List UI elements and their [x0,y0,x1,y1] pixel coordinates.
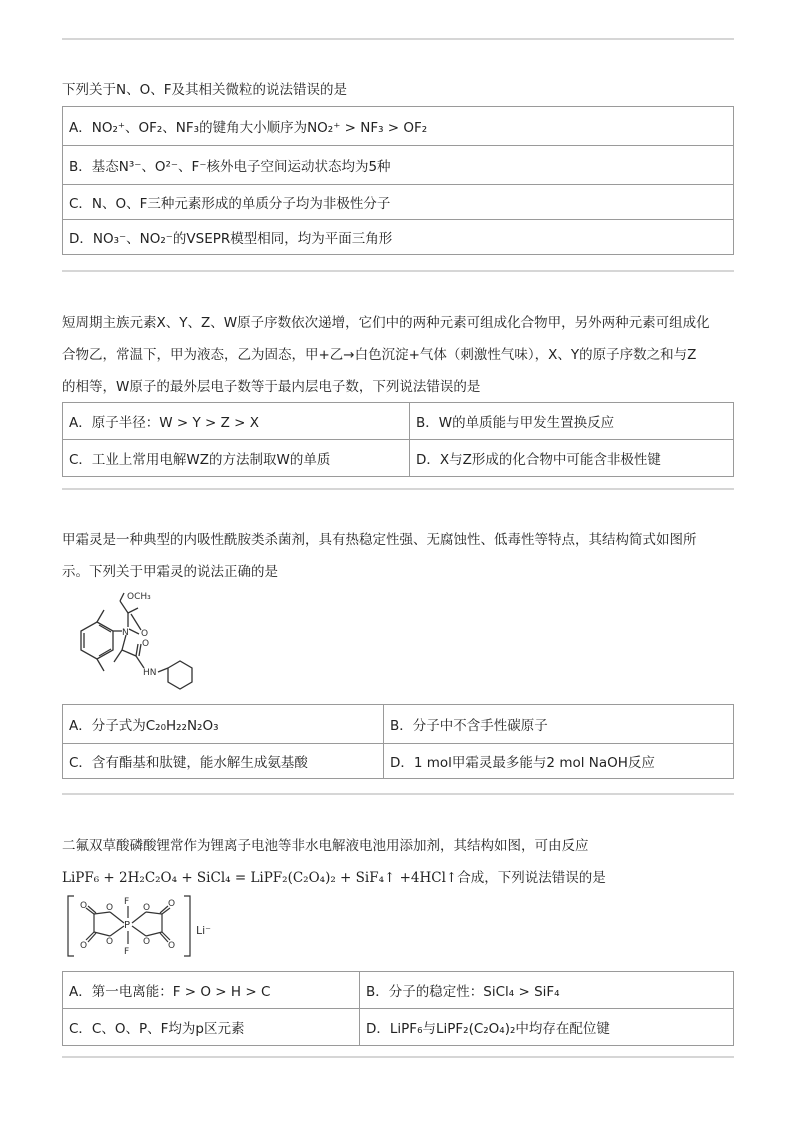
structure-label-hn: HN [143,668,157,678]
structure-label-li: Li⁻ [196,924,211,937]
q4-stem-line-1: 二氟双草酸磷酸锂常作为锂离子电池等非水电解液电池用添加剂，其结构如图，可由反应 [62,838,589,854]
structure-label-f-bottom: F [124,947,130,957]
q4-option-d[interactable]: D．LiPF₆与LiPF₂(C₂O₄)₂中均存在配位键 [360,1009,734,1046]
q2-option-c[interactable]: C．工业上常用电解WZ的方法制取W的单质 [63,440,410,477]
structure-label-n: N [122,628,129,638]
q4-stem-line-2-suffix: 合成，下列说法错误的是 [457,870,606,886]
structure-label-o-1: O [80,901,88,911]
q1-option-c[interactable]: C．N、O、F三种元素形成的单质分子均为非极性分子 [63,185,734,220]
q4-option-a[interactable]: A．第一电离能：F > O > H > C [63,972,360,1009]
structure-label-o-2: O [106,903,114,913]
q1-option-b[interactable]: B．基态N³⁻、O²⁻、F⁻核外电子空间运动状态均为5种 [63,146,734,185]
q3-stem-line-2: 示。下列关于甲霜灵的说法正确的是 [62,564,278,580]
q2-stem [62,307,734,403]
q2-stem-line-3: 的相等，W原子的最外层电子数等于最内层电子数，下列说法错误的是 [62,379,481,395]
q1-options [62,106,734,255]
structure-label-o-4: O [168,899,176,909]
q3-option-b[interactable]: B．分子中不含手性碳原子 [384,705,734,744]
structure-label-f-top: F [124,897,130,907]
q3-options [62,704,734,779]
q1-option-d[interactable]: D．NO₃⁻、NO₂⁻的VSEPR模型相同，均为平面三角形 [63,220,734,255]
q4-reaction-equation: LiPF₆ + 2H₂C₂O₄ + SiCl₄ = LiPF₂(C₂O₄)₂ + SiF₄↑ +4HCl↑ [62,870,458,886]
q2-stem-line-1: 短周期主族元素X、Y、Z、W原子序数依次递增，它们中的两种元素可组成化合物甲，另外两种元素可组成化 [62,315,710,331]
structure-label-o-lower: O [142,639,150,649]
q2-stem-line-2: 合物乙，常温下，甲为液态，乙为固态，甲+乙→白色沉淀+气体（刺激性气味），X、Y的原子序数之和与Z [62,347,697,363]
q1-option-a[interactable]: A．NO₂⁺、OF₂、NF₃的键角大小顺序为NO₂⁺ > NF₃ > OF₂ [63,107,734,146]
q2-option-d[interactable]: D．X与Z形成的化合物中可能含非极性键 [410,440,734,477]
q3-stem-line-1: 甲霜灵是一种典型的内吸性酰胺类杀菌剂，具有热稳定性强、无腐蚀性、低毒性等特点，其结构简式如图所 [62,532,697,548]
structure-label-o-5: O [80,941,88,951]
q2-option-a[interactable]: A．原子半径：W > Y > Z > X [63,403,410,440]
structure-label-o-8: O [168,941,176,951]
structure-label-och3: OCH₃ [127,592,151,602]
divider-1 [62,270,734,272]
divider-top [62,38,734,40]
q3-stem [62,524,734,588]
q4-stem [62,830,734,894]
structure-label-o-7: O [143,937,151,947]
q2-option-b[interactable]: B．W的单质能与甲发生置换反应 [410,403,734,440]
q1-stem: 下列关于N、O、F及其相关微粒的说法错误的是 [62,82,347,98]
structure-label-o-3: O [143,903,151,913]
q4-options [62,971,734,1046]
lipf2-oxalate-structure-image [62,890,232,966]
q3-option-a[interactable]: A．分子式为C₂₀H₂₂N₂O₃ [63,705,384,744]
q3-option-c[interactable]: C．含有酯基和肽键，能水解生成氨基酸 [63,744,384,779]
divider-bottom [62,1056,734,1058]
structure-label-o-upper: O [141,629,149,639]
q4-option-b[interactable]: B．分子的稳定性：SiCl₄ > SiF₄ [360,972,734,1009]
divider-3 [62,793,734,795]
divider-2 [62,488,734,490]
q2-options [62,402,734,477]
structure-label-o-6: O [106,937,114,947]
structure-label-p: P [124,920,131,931]
q4-option-c[interactable]: C．C、O、P、F均为p区元素 [63,1009,360,1046]
metalaxyl-structure-image [62,588,212,700]
q3-option-d[interactable]: D．1 mol甲霜灵最多能与2 mol NaOH反应 [384,744,734,779]
